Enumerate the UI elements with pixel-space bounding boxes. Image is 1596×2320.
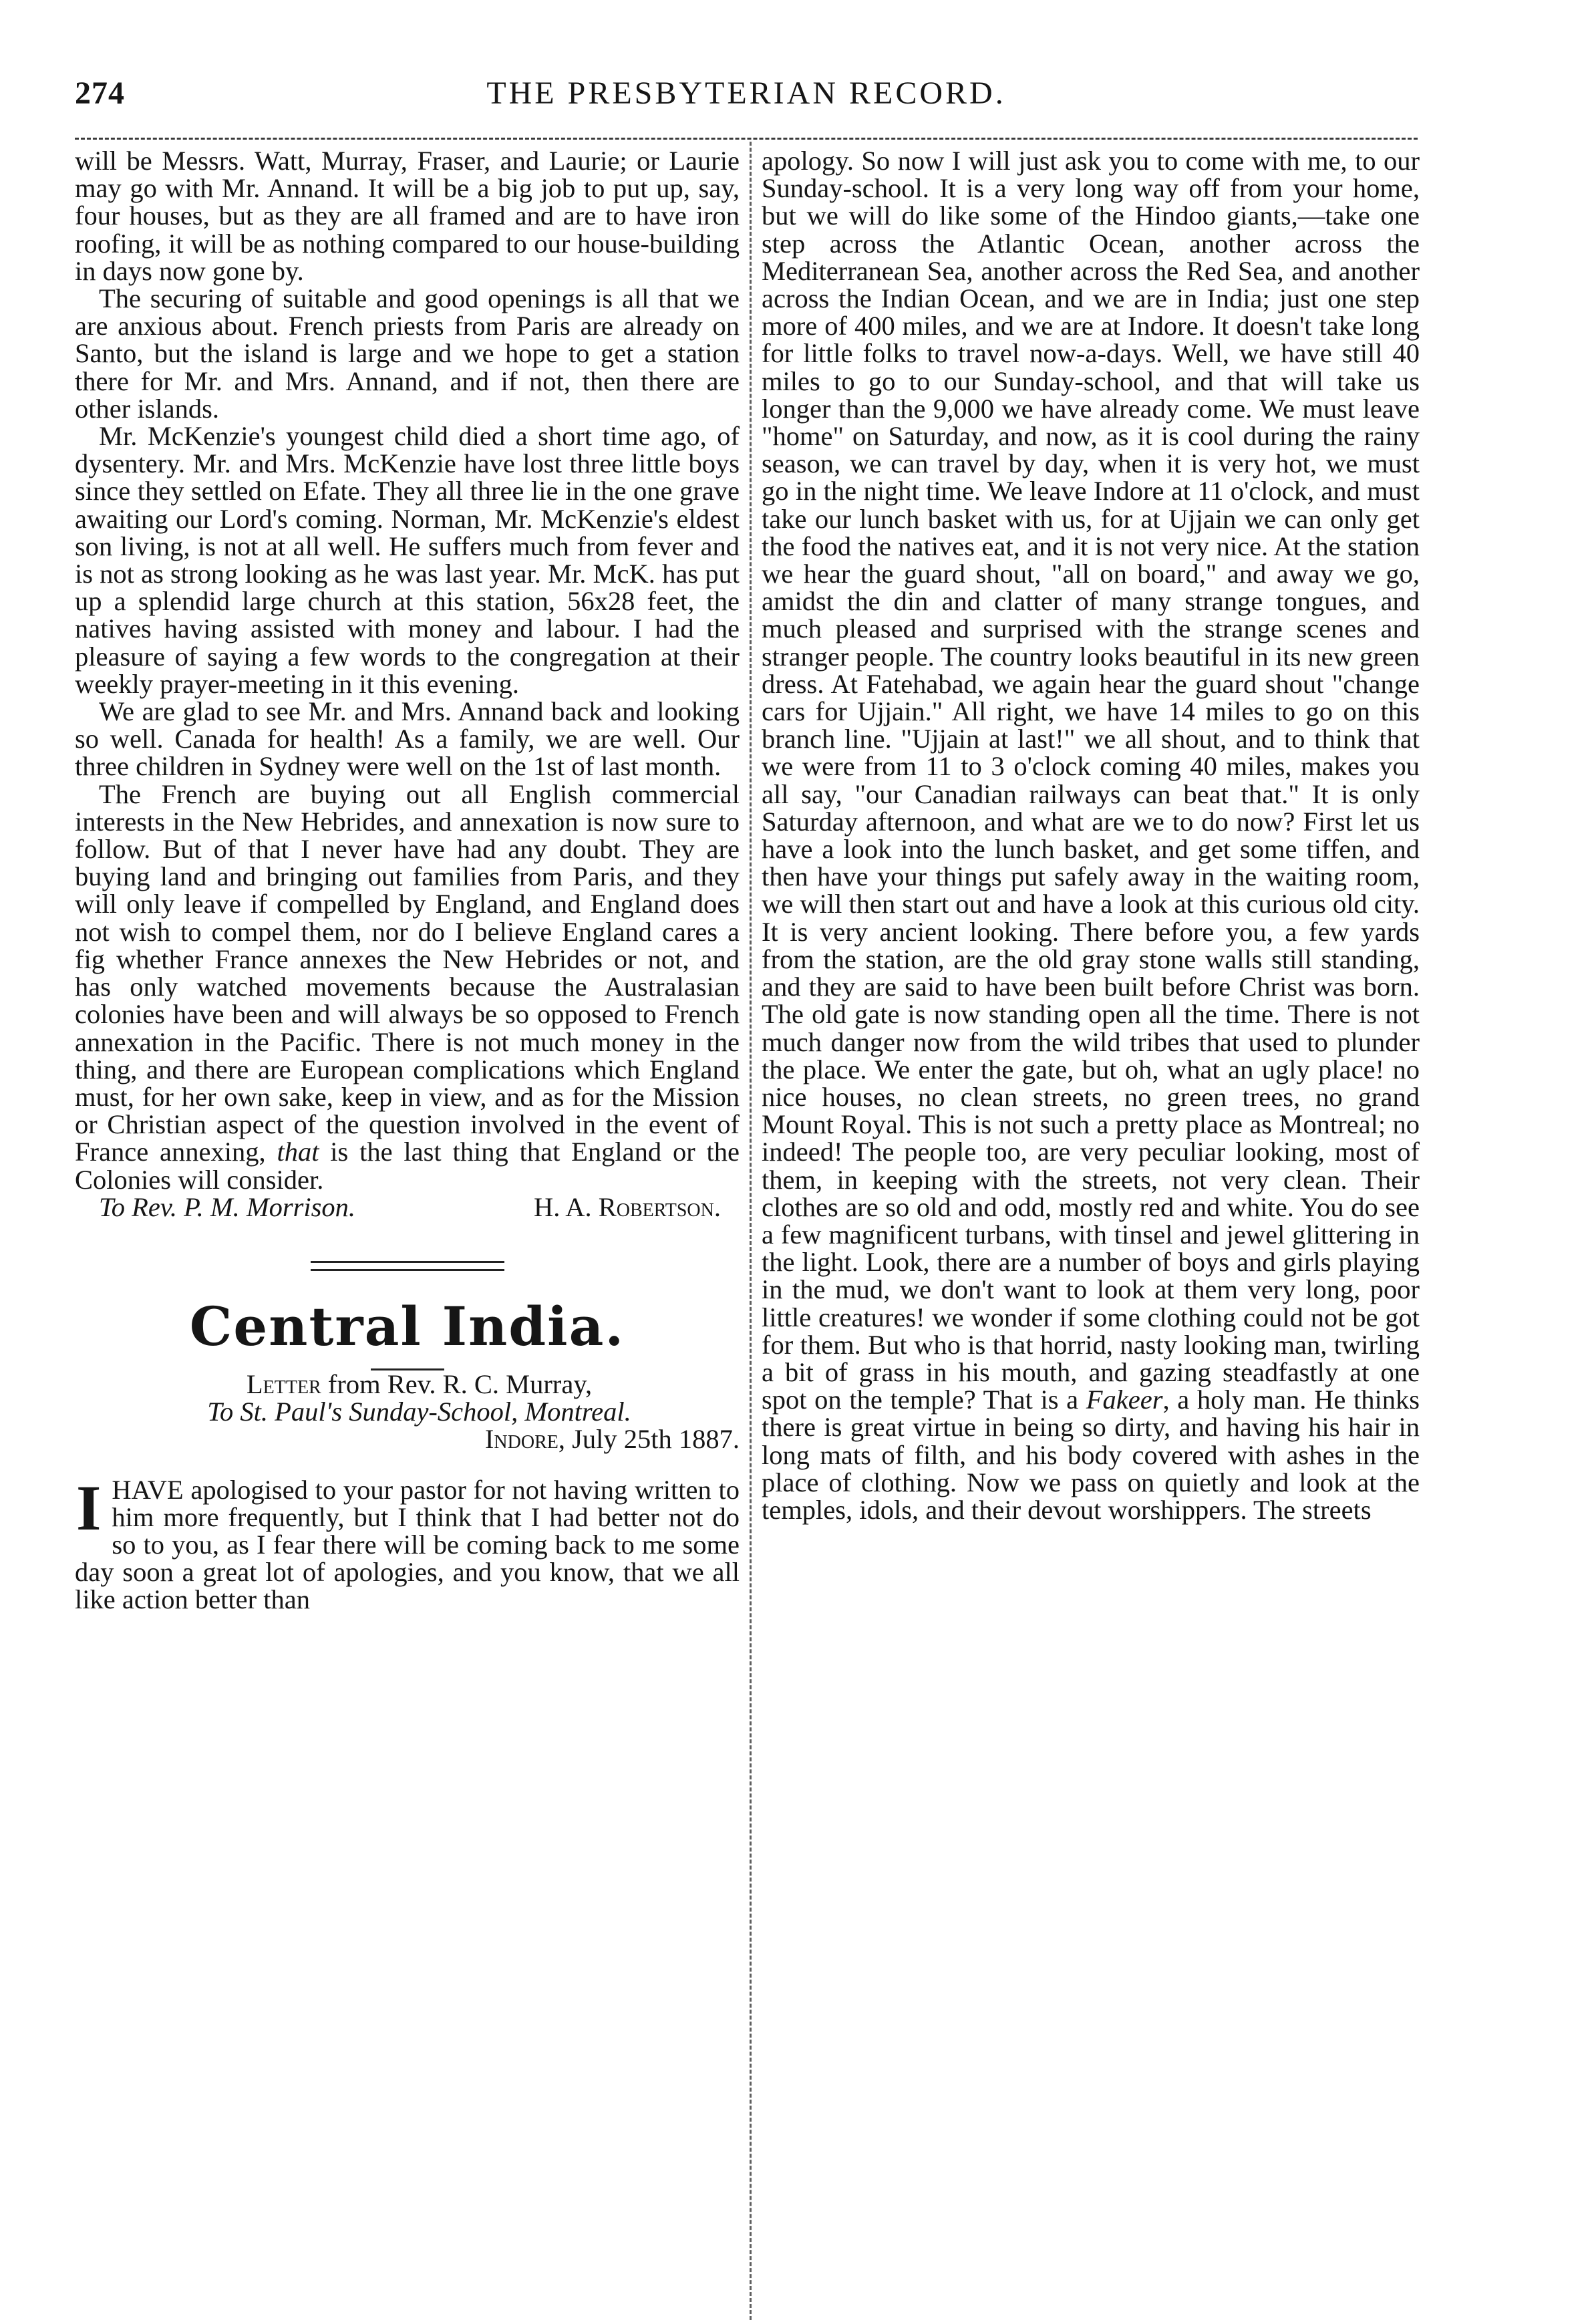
letter-recipient: To St. Paul's Sunday-School, Montreal. xyxy=(207,1397,631,1427)
text-run: The French are buying out all English commercial interests in the New Hebrides, and annexation is now sure to follow. But of that I never have had any doubt. They are buying land and bringing out families from Paris, and they will only leave if compelled by England, and England does not wish to compel them, nor do I believe England cares a fig whether France annexes the New Hebrides or not, and has only watched movements because the Australasian colonies have been and will always be so opposed to French annexation in the Pacific. There is not much money in the thing, and there are European complications which England must, for her own sake, keep in view, and as for the Mission or Christian aspect of the question involved in the event of France annexing, xyxy=(75,778,740,1167)
page-number: 274 xyxy=(75,76,125,111)
letter-author: from Rev. R. C. Murray, xyxy=(321,1368,593,1399)
right-column xyxy=(762,147,1420,1524)
section-double-rule xyxy=(311,1261,504,1271)
paragraph: We are glad to see Mr. and Mrs. Annand back and looking so well. Canada for health! As a family, we are well. Our three children in Sydney were well on the 1st of last month. xyxy=(75,696,740,782)
page-header xyxy=(75,75,1418,122)
addressee: To Rev. P. M. Morrison. xyxy=(99,1191,356,1222)
paragraph xyxy=(75,780,740,1193)
left-column xyxy=(75,147,740,1614)
column-divider xyxy=(750,142,752,2320)
paragraph: Mr. McKenzie's youngest child died a short time ago, of dysentery. Mr. and Mrs. McKenzie have lost three little boys since they settled on Efate. They all three lie in the one grave awaiting our Lord's coming. Norman, Mr. McKenzie's eldest son living, is not at all well. He suffers much from fever and is not as strong looking as he was last year. Mr. McK. has put up a splendid large church at this station, 56x28 feet, the natives having assisted with money and labour. I had the pleasure of saying a few words to the congregation at their weekly prayer-meeting in it this evening. xyxy=(75,421,740,699)
section-heading: Central India. xyxy=(189,1294,625,1358)
italic-word: that xyxy=(277,1137,319,1167)
text-run: is the last thing that England or the Colonies will consider. xyxy=(75,1137,740,1195)
paragraph: will be Messrs. Watt, Murray, Fraser, and Laurie; or Laurie may go with Mr. Annand. It will be a big job to put up, say, four houses, but as they are all framed and are to have iron roofing, it will be as nothing compared to our house-building in days now gone by. xyxy=(75,146,740,286)
italic-word: Fakeer xyxy=(1086,1385,1163,1415)
dateline xyxy=(75,1425,740,1453)
header-rule xyxy=(75,138,1418,140)
letter-opening xyxy=(75,1471,740,1615)
text-run: HAVE apologised to your pastor for not having written to him more frequently, but I think that I had better not do so to you, as I fear there will be coming back to me some day soon a great lot of apologies, and you know, that we all like action better than xyxy=(75,1474,740,1615)
dateline-date: , July 25th 1887. xyxy=(558,1424,740,1455)
dateline-place: Indore xyxy=(484,1424,558,1455)
letter-label: Letter xyxy=(246,1368,321,1399)
drop-cap: I xyxy=(76,1471,102,1544)
signature: H. A. Robertson. xyxy=(533,1191,721,1222)
text-run: apology. So now I will just ask you to come with me, to our Sunday-school. It is a very long way off from your home, but we will do like some of the Hindoo giants,—take one step across the Atlantic Ocean, another across the Mediterranean Sea, another across the Red Sea, and another across the Indian Ocean, and we are in India; just one step more of 400 miles, and we are at Indore. It doesn't take long for little folks to travel now-a-days. Well, we have still 40 miles to go to our Sunday-school, and that will take us longer than the 9,000 we have already come. We must leave "home" on Saturday, and now, as it is cool during the rainy season, we can travel by day, when it is very hot, we must go in the night time. We leave Indore at 11 o'clock, and must take our lunch basket with us, for at Ujjain we can only get the food the natives eat, and it is not very nice. At the station we hear the guard shout, "all on board," and away we go, amidst the din and clatter of many strange tongues, and much pleased and surprised with the strange scenes and stranger people. The country looks beautiful in its new green dress. At Fatehabad, we again hear the guard shout "change cars for Ujjain." All right, we have 14 miles to go on this branch line. "Ujjain at last!" we all shout, and to think that we were from 11 to 3 o'clock coming 40 miles, makes you all say, "our Canadian railways can beat that." It is only Saturday afternoon, and what are we to do now? First let us have a look into the lunch basket, and get some tiffen, and then have your things put safely away in the waiting room, we will then start out and have a look at this curious old city. It is very ancient looking. There before you, a few yards from the station, are the old gray stone walls still standing, and they are said to have been built before Christ was born. The old gate is now standing open all the time. There is not much danger now from the wild tribes that used to plunder the place. We enter the gate, but oh, what an ugly place! no nice houses, no clean streets, no green trees, no grand Mount Royal. This is not such a pretty place as Montreal; no indeed! The people too, are very peculiar looking, most of them, in keeping with the streets, not very clean. Their clothes are so old and odd, mostly red and white. You do see a few magnificent turbans, with tinsel and jewel glittering in the light. Look, there are a number of boys and girls playing in the mud, we don't want to look at them very long, poor little creatures! we wonder if some clothing could not be got for them. But who is that horrid, nasty looking man, twirling a bit of grass in his mouth, and gazing steadfastly at one spot on the temple? That is a xyxy=(762,146,1420,1415)
letter-from xyxy=(75,1370,740,1398)
text-run: , a holy man. He thinks there is great virtue in being so dirty, and having his hair in long mats of filth, and his body covered with ashes in the place of clothing. Now we pass on quietly and look at the temples, idols, and their devout worshippers. The streets xyxy=(762,1385,1420,1525)
paragraph xyxy=(762,147,1420,1524)
running-title: THE PRESBYTERIAN RECORD. xyxy=(486,76,1006,111)
paragraph: The securing of suitable and good openings is all that we are anxious about. French priests from Paris are already on Santo, but the island is large and we hope to get a station there for Mr. and Mrs. Annand, and if not, then there are other islands. xyxy=(75,283,740,424)
